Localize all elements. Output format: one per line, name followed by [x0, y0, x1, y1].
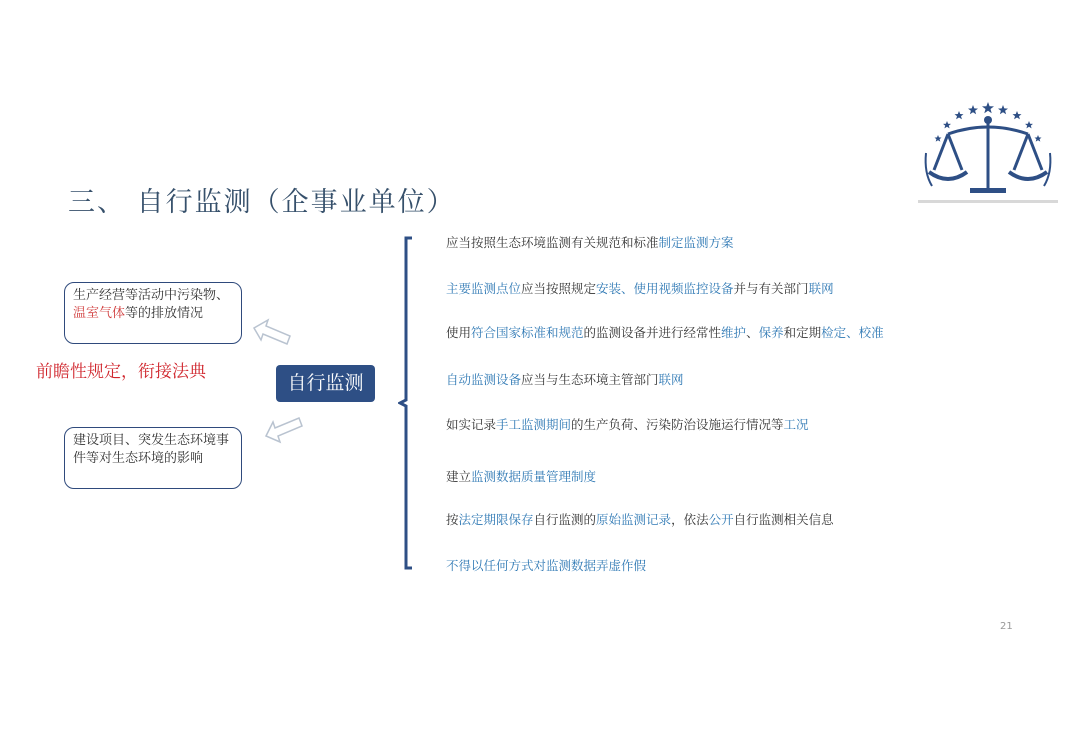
item-text: ，依法	[671, 512, 709, 527]
greenhouse-gas-highlight: 温室气体	[73, 306, 126, 321]
item-text: 自行监测的	[533, 512, 597, 527]
page-number: 21	[1000, 621, 1013, 632]
highlighted-text: 自动监测设备	[446, 372, 522, 387]
highlighted-text: 符合国家标准和规范	[471, 325, 584, 340]
curly-brace	[398, 236, 418, 570]
highlighted-text: 监测数据质量管理制度	[471, 469, 597, 484]
item-text: 的生产负荷、污染防治设施运行情况等	[571, 417, 784, 432]
impact-text: 建设项目、突发生态环境事件等对生态环境的影响	[73, 433, 230, 466]
item-text: 建立	[446, 469, 472, 484]
requirement-item	[446, 323, 884, 341]
highlighted-text: 安装、使用视频监控设备	[596, 281, 734, 296]
requirement-item	[446, 370, 684, 388]
highlighted-text: 主要监测点位	[446, 281, 522, 296]
highlighted-text: 公开	[708, 512, 734, 527]
scales-of-justice-logo	[918, 98, 1058, 208]
self-monitoring-box: 自行监测	[276, 365, 375, 402]
slide-title: 三、 自行监测（企事业单位）	[68, 187, 456, 218]
item-text: 应当按照规定	[521, 281, 597, 296]
highlighted-text: 制定监测方案	[658, 235, 734, 250]
item-text: 按	[446, 512, 459, 527]
highlighted-text: 维护	[721, 325, 747, 340]
item-text: 并与有关部门	[733, 281, 809, 296]
highlighted-text: 联网	[658, 372, 684, 387]
requirement-item	[446, 467, 596, 485]
emissions-box	[64, 282, 242, 344]
item-text: 如实记录	[446, 417, 497, 432]
item-text: 的监测设备并进行经常性	[583, 325, 722, 340]
item-text: 自行监测相关信息	[733, 512, 834, 527]
emissions-text-2: 等的排放情况	[125, 306, 204, 321]
arrow-down-left-icon	[262, 414, 306, 444]
requirement-item	[446, 279, 834, 297]
highlighted-text: 联网	[808, 281, 834, 296]
impact-box	[64, 427, 242, 489]
item-text: 使用	[446, 325, 472, 340]
requirement-item	[446, 556, 646, 574]
highlighted-text: 法定期限保存	[458, 512, 534, 527]
item-text: 、	[746, 325, 759, 340]
highlighted-text: 工况	[783, 417, 809, 432]
arrow-up-left-icon	[250, 318, 294, 348]
highlighted-text: 弄虚作假	[596, 558, 647, 573]
requirement-item	[446, 233, 734, 251]
foresight-label: 前瞻性规定，衔接法典	[36, 362, 206, 382]
requirement-item	[446, 415, 809, 433]
highlighted-text: 保养	[758, 325, 784, 340]
requirement-item	[446, 510, 834, 528]
highlighted-text: 手工监测期间	[496, 417, 572, 432]
highlighted-text: 原始监测记录	[596, 512, 672, 527]
item-text: 应当与生态环境主管部门	[521, 372, 659, 387]
item-text: 应当按照生态环境监测有关规范和标准	[446, 235, 659, 250]
emissions-text-1: 生产经营等活动中污染物、	[73, 288, 230, 303]
item-text: 和定期	[783, 325, 822, 340]
highlighted-text: 不得以任何方式对监测数据	[446, 558, 597, 573]
highlighted-text: 检定、校准	[821, 325, 884, 340]
